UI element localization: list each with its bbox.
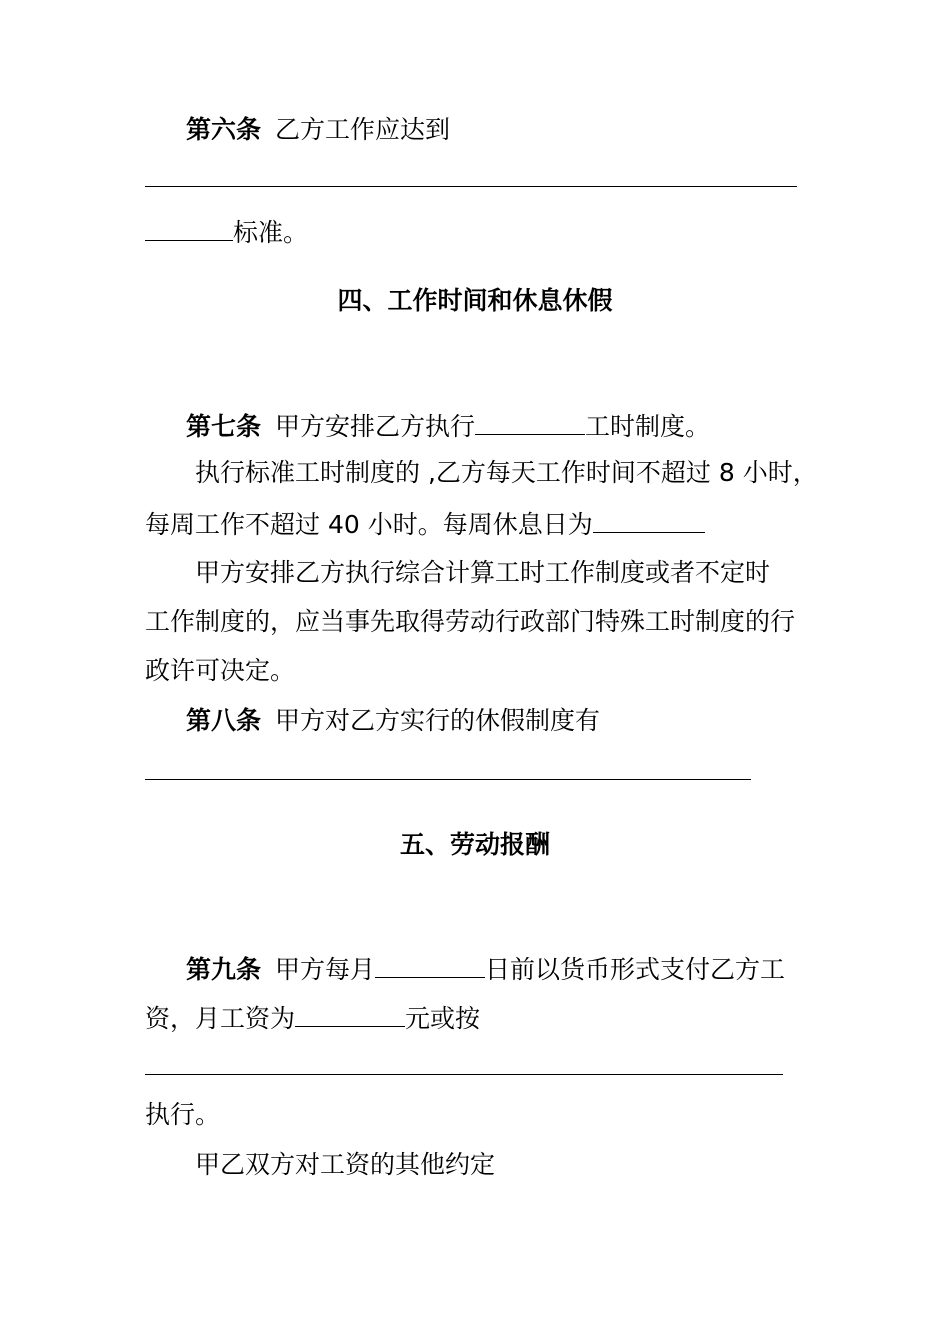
fill-in-blank <box>375 950 485 978</box>
article-9-line2 <box>145 999 480 1036</box>
article-9-text-b: 日前以货币形式支付乙方工 <box>485 955 786 984</box>
article-7-p1-line2 <box>145 505 705 542</box>
fill-in-blank <box>475 407 585 435</box>
article-9-line2-a: 资，月工资为 <box>145 1004 296 1033</box>
article-9-line2-b: 元或按 <box>405 1004 481 1033</box>
article-7-p2-line2: 工作制度的，应当事先取得劳动行政部门特殊工时制度的行 <box>145 607 796 636</box>
article-6-suffix: 标准。 <box>233 218 309 247</box>
fill-in-line <box>145 186 797 187</box>
fill-in-blank <box>145 213 233 241</box>
article-7-p1-line2-text: 每周工作不超过 40 小时。每周休息日为 <box>145 510 593 539</box>
article-8-line <box>186 704 600 738</box>
article-8-text: 甲方对乙方实行的休假制度有 <box>275 706 601 735</box>
article-6-line <box>186 113 450 147</box>
article-6-suffix-line <box>145 213 308 250</box>
article-7-text-a: 甲方安排乙方执行 <box>275 412 476 441</box>
fill-in-line <box>145 779 751 780</box>
article-7-p2-line1: 甲方安排乙方执行综合计算工时工作制度或者不定时 <box>195 558 771 587</box>
article-7-p1-line1: 执行标准工时制度的 ,乙方每天工作时间不超过 8 小时， <box>195 458 818 487</box>
article-9-line4: 执行。 <box>145 1100 221 1129</box>
article-8-label: 第八条 <box>186 706 262 735</box>
article-9-text-a: 甲方每月 <box>275 955 376 984</box>
article-7-label: 第七条 <box>186 412 262 441</box>
fill-in-blank <box>295 999 405 1027</box>
article-7-text-b: 工时制度。 <box>585 412 711 441</box>
article-9-label: 第九条 <box>186 955 262 984</box>
fill-in-line <box>145 1074 783 1075</box>
article-9-line <box>186 950 785 987</box>
article-7-p2-line3: 政许可决定。 <box>145 656 296 685</box>
article-9-other: 甲乙双方对工资的其他约定 <box>195 1150 496 1179</box>
article-6-label: 第六条 <box>186 115 262 144</box>
section-5-heading: 五、劳动报酬 <box>399 830 550 859</box>
article-7-line <box>186 407 710 444</box>
section-4-heading: 四、工作时间和休息休假 <box>337 286 613 315</box>
fill-in-blank <box>593 505 705 533</box>
article-6-text: 乙方工作应达到 <box>275 115 451 144</box>
